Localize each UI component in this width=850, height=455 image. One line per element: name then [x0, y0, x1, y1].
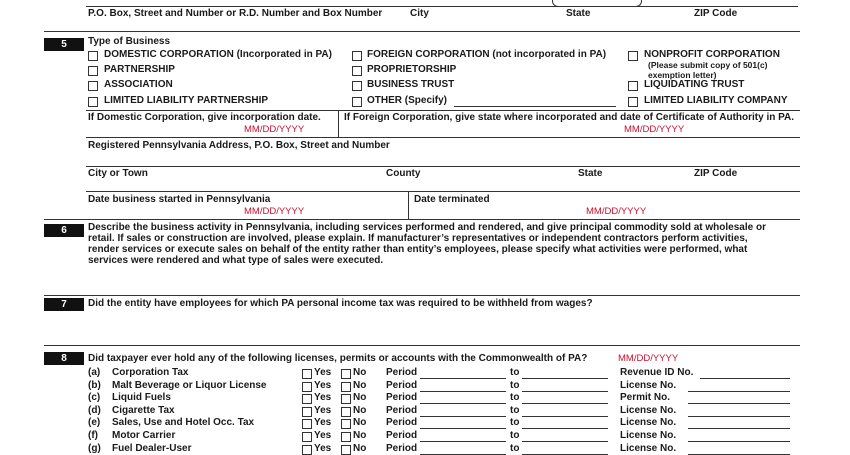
license-name: Motor Carrier — [112, 430, 176, 441]
section-divider — [44, 219, 800, 220]
license-to-label: to — [510, 417, 520, 428]
license-no-checkbox[interactable] — [341, 407, 351, 417]
employees-answer-input[interactable] — [86, 312, 800, 342]
business-trust-label: BUSINESS TRUST — [367, 79, 455, 90]
license-to-label: to — [510, 430, 520, 441]
license-name: Cigarette Tax — [112, 405, 175, 416]
license-yes-checkbox[interactable] — [302, 432, 312, 442]
license-id-label: License No. — [620, 405, 677, 416]
foreign-date-format: MM/DD/YYYY — [624, 124, 685, 135]
license-period-from-input[interactable] — [420, 416, 506, 417]
liquidating-trust-label: LIQUIDATING TRUST — [644, 79, 745, 90]
city-label: City — [410, 8, 429, 19]
section-divider — [86, 191, 800, 192]
license-yes-checkbox[interactable] — [302, 394, 312, 404]
license-letter: (a) — [88, 367, 101, 378]
license-id-label: Revenue ID No. — [620, 367, 694, 378]
license-no-label: No — [353, 380, 367, 391]
license-to-label: to — [510, 405, 520, 416]
license-id-label: Permit No. — [620, 392, 671, 403]
license-letter: (d) — [88, 405, 101, 416]
license-period-to-input[interactable] — [522, 403, 608, 404]
other-label: OTHER (Specify) — [367, 95, 448, 106]
llc-label: LIMITED LIABILITY COMPANY — [644, 95, 788, 106]
column-divider — [338, 110, 339, 137]
license-name: Fuel Dealer-User — [112, 443, 192, 454]
license-yes-checkbox[interactable] — [302, 445, 312, 455]
license-no-checkbox[interactable] — [341, 369, 351, 379]
license-yes-checkbox[interactable] — [302, 407, 312, 417]
license-no-label: No — [353, 430, 367, 441]
license-yes-label: Yes — [314, 405, 332, 416]
license-yes-label: Yes — [314, 430, 332, 441]
license-to-label: to — [510, 380, 520, 391]
license-id-label: License No. — [620, 430, 677, 441]
llp-checkbox[interactable] — [88, 97, 98, 107]
license-number-input[interactable] — [688, 416, 790, 417]
section-divider — [44, 345, 800, 346]
license-yes-checkbox[interactable] — [302, 419, 312, 429]
other-checkbox[interactable] — [352, 97, 362, 107]
proprietorship-checkbox[interactable] — [352, 66, 362, 76]
license-number-input[interactable] — [688, 441, 790, 442]
license-period-label: Period — [386, 430, 418, 441]
column-divider — [408, 191, 409, 219]
section-8-date-format: MM/DD/YYYY — [618, 353, 679, 364]
domestic-corporation-label: DOMESTIC CORPORATION (Incorporated in PA) — [104, 49, 332, 60]
other-specify-input[interactable] — [454, 106, 616, 107]
license-period-to-input[interactable] — [522, 416, 608, 417]
license-yes-checkbox[interactable] — [302, 369, 312, 379]
license-yes-label: Yes — [314, 417, 332, 428]
llp-label: LIMITED LIABILITY PARTNERSHIP — [104, 95, 269, 106]
section-8-number: 8 — [44, 352, 84, 365]
license-no-checkbox[interactable] — [341, 394, 351, 404]
license-yes-label: Yes — [314, 380, 332, 391]
license-yes-checkbox[interactable] — [302, 382, 312, 392]
license-period-label: Period — [386, 405, 418, 416]
license-name: Corporation Tax — [112, 367, 189, 378]
license-period-to-input[interactable] — [522, 428, 608, 429]
section-6-line3: render services or execute sales on behalf of the entity rather than entity’s employees, please specify what activities were performed, what — [88, 244, 748, 255]
section-7-question: Did the entity have employees for which PA personal income tax was required to be withheld from wages? — [88, 298, 593, 309]
section-divider — [86, 110, 800, 111]
liquidating-trust-checkbox[interactable] — [628, 81, 638, 91]
nonprofit-label: NONPROFIT CORPORATION — [644, 49, 780, 60]
license-yes-label: Yes — [314, 367, 332, 378]
license-no-checkbox[interactable] — [341, 445, 351, 455]
nonprofit-note-line1: (Please submit copy of 501(c) — [648, 60, 768, 70]
license-no-checkbox[interactable] — [341, 419, 351, 429]
license-letter: (g) — [88, 443, 101, 454]
license-number-input[interactable] — [688, 391, 790, 392]
county-label: County — [386, 168, 421, 179]
license-period-to-input[interactable] — [522, 441, 608, 442]
partnership-checkbox[interactable] — [88, 66, 98, 76]
license-period-label: Period — [386, 380, 418, 391]
license-to-label: to — [510, 443, 520, 454]
license-to-label: to — [510, 392, 520, 403]
date-started-label: Date business started in Pennsylvania — [88, 194, 271, 205]
foreign-corporation-state-label: If Foreign Corporation, give state where incorporated and date of Certificate of Authority in PA. — [344, 112, 795, 123]
section-6-number: 6 — [44, 224, 84, 237]
license-period-from-input[interactable] — [420, 428, 506, 429]
state-label-2: State — [578, 168, 603, 179]
association-checkbox[interactable] — [88, 81, 98, 91]
section-6-line1: Describe the business activity in Pennsylvania, including services performed and rendered, and give principal commodity sold at wholesale or — [88, 222, 766, 233]
license-period-from-input[interactable] — [420, 441, 506, 442]
license-no-label: No — [353, 417, 367, 428]
license-letter: (b) — [88, 380, 101, 391]
license-letter: (c) — [88, 392, 101, 403]
license-name: Sales, Use and Hotel Occ. Tax — [112, 417, 255, 428]
registered-address-label: Registered Pennsylvania Address, P.O. Box, Street and Number — [88, 140, 390, 151]
llc-checkbox[interactable] — [628, 97, 638, 107]
license-no-label: No — [353, 443, 367, 454]
license-period-from-input[interactable] — [420, 391, 506, 392]
license-period-label: Period — [386, 443, 418, 454]
license-no-label: No — [353, 392, 367, 403]
domestic-date-format: MM/DD/YYYY — [244, 124, 305, 135]
license-id-label: License No. — [620, 380, 677, 391]
license-number-input[interactable] — [688, 403, 790, 404]
association-label: ASSOCIATION — [104, 79, 173, 90]
license-period-from-input[interactable] — [420, 378, 506, 379]
section-6-line4: services were rendered and what type of sales were executed. — [88, 255, 384, 266]
foreign-corporation-checkbox[interactable] — [352, 51, 362, 61]
zip-label: ZIP Code — [694, 8, 738, 19]
state-bracket — [552, 0, 642, 7]
top-field-line — [86, 6, 798, 7]
section-5-number: 5 — [44, 38, 84, 51]
nonprofit-checkbox[interactable] — [628, 51, 638, 61]
date-terminated-format: MM/DD/YYYY — [586, 206, 647, 217]
date-started-format: MM/DD/YYYY — [244, 206, 305, 217]
type-of-business-label: Type of Business — [88, 36, 171, 47]
license-no-checkbox[interactable] — [341, 432, 351, 442]
section-divider — [86, 137, 800, 138]
section-divider — [44, 295, 800, 296]
domestic-corporation-checkbox[interactable] — [88, 51, 98, 61]
license-period-to-input[interactable] — [522, 378, 608, 379]
foreign-corporation-label: FOREIGN CORPORATION (not incorporated in PA) — [367, 49, 607, 60]
business-activity-input[interactable] — [86, 268, 800, 294]
license-number-input[interactable] — [700, 378, 790, 379]
proprietorship-label: PROPRIETORSHIP — [367, 64, 457, 75]
license-letter: (e) — [88, 417, 101, 428]
domestic-incorporation-date-label: If Domestic Corporation, give incorporation date. — [88, 112, 321, 123]
license-name: Liquid Fuels — [112, 392, 171, 403]
license-letter: (f) — [88, 430, 98, 441]
po-box-label: P.O. Box, Street and Number or R.D. Number and Box Number — [88, 8, 383, 19]
license-period-label: Period — [386, 392, 418, 403]
section-6-line2: retail. If sales or construction are involved, please explain. If manufacturer’s representatives or independent contractors perform activities, — [88, 233, 748, 244]
license-name: Malt Beverage or Liquor License — [112, 380, 267, 391]
section-7-number: 7 — [44, 298, 84, 311]
license-id-label: License No. — [620, 443, 677, 454]
license-to-label: to — [510, 367, 520, 378]
business-trust-checkbox[interactable] — [352, 81, 362, 91]
city-or-town-label: City or Town — [88, 168, 148, 179]
license-id-label: License No. — [620, 417, 677, 428]
section-divider — [44, 31, 800, 32]
license-period-from-input[interactable] — [420, 403, 506, 404]
license-period-label: Period — [386, 367, 418, 378]
nonprofit-note-line2: exemption letter) — [648, 70, 717, 80]
license-no-checkbox[interactable] — [341, 382, 351, 392]
license-yes-label: Yes — [314, 392, 332, 403]
license-number-input[interactable] — [688, 428, 790, 429]
registered-address-input[interactable] — [86, 166, 800, 167]
license-yes-label: Yes — [314, 443, 332, 454]
license-period-to-input[interactable] — [522, 391, 608, 392]
state-label: State — [566, 8, 591, 19]
date-terminated-label: Date terminated — [414, 194, 490, 205]
license-no-label: No — [353, 405, 367, 416]
section-8-question: Did taxpayer ever hold any of the following licenses, permits or accounts with the Commonwealth of PA? — [88, 353, 588, 364]
license-no-label: No — [353, 367, 367, 378]
zip-label-2: ZIP Code — [694, 168, 738, 179]
partnership-label: PARTNERSHIP — [104, 64, 175, 75]
license-period-label: Period — [386, 417, 418, 428]
